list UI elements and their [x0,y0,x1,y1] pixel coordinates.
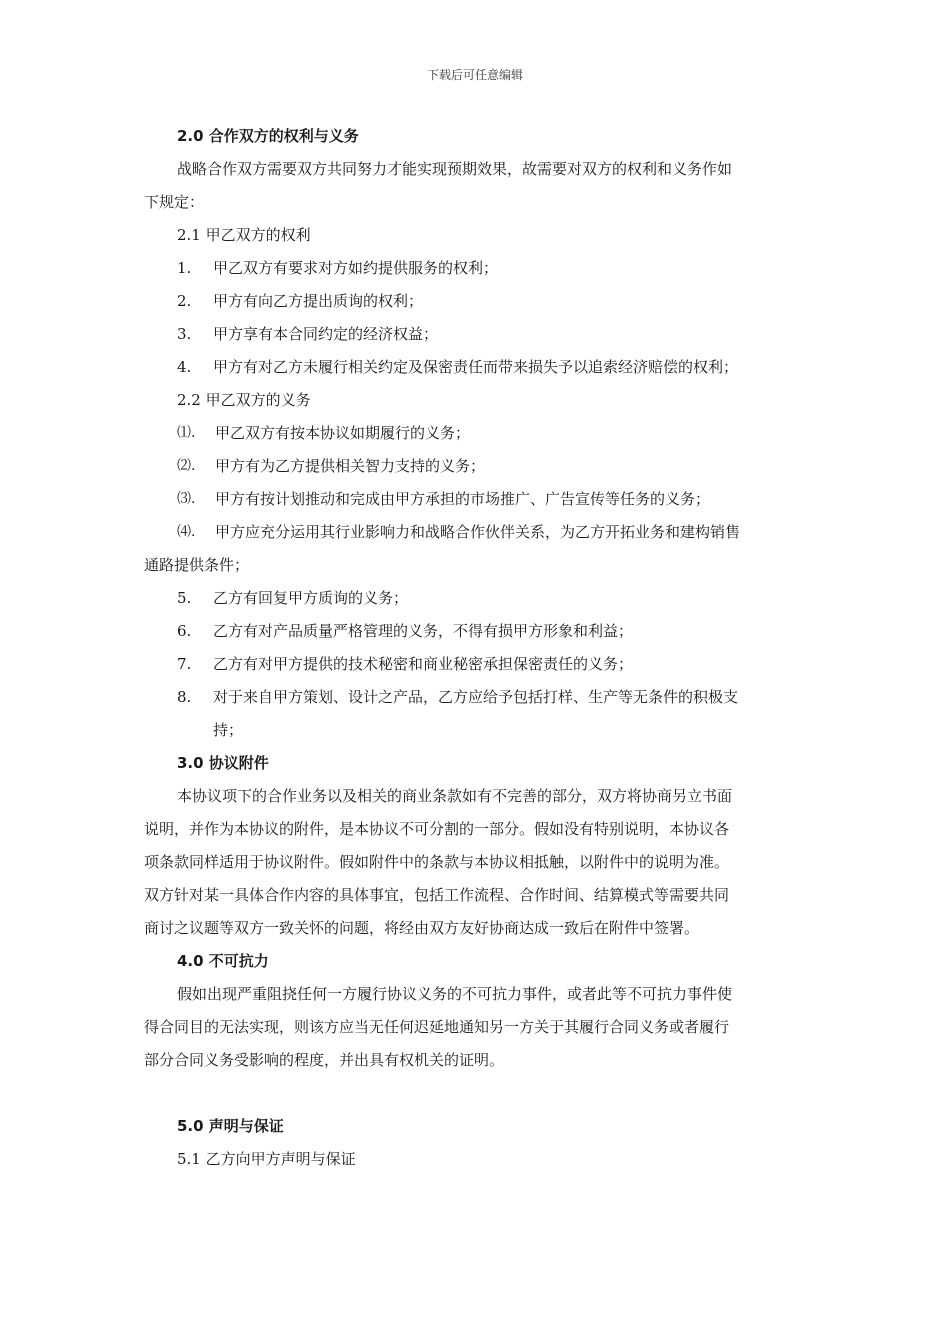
rights-subtitle: 2.1 甲乙双方的权利 [177,226,311,244]
item-number: ⑵. [177,458,196,474]
item-text: 对于来自甲方策划、设计之产品，乙方应给予包括打样、生产等无条件的积极支 [213,688,739,706]
section-4-line: 假如出现严重阻挠任何一方履行协议义务的不可抗力事件，或者此等不可抗力事件使 [177,985,733,1003]
item-number: 8. [177,688,192,706]
item-number: ⑴. [177,425,196,441]
item-text: 甲方有按计划推动和完成由甲方承担的市场推广、广告宣传等任务的义务； [215,490,711,508]
item-text: 甲乙双方有按本协议如期履行的义务； [215,424,471,442]
item-number: ⑶. [177,491,196,507]
duties-item [144,648,804,681]
document-body [144,120,804,1176]
item-number: 5. [177,589,192,607]
item-text: 乙方有对产品质量严格管理的义务，不得有损甲方形象和利益； [213,622,634,640]
duties-item [144,681,804,714]
section-spacer [144,1077,804,1110]
item-text: 乙方有对甲方提供的技术秘密和商业秘密承担保密责任的义务； [213,655,634,673]
item-number: 3. [177,325,192,343]
item-number: 4. [177,358,192,376]
duties-subtitle: 2.2 甲乙双方的义务 [177,391,311,409]
section-3-line: 商讨之议题等双方一致关怀的问题，将经由双方友好协商达成一致后在附件中签署。 [144,919,700,937]
duties-item-continuation: 持； [213,721,244,739]
section-4-line: 部分合同义务受影响的程度，并出具有权机关的证明。 [144,1051,505,1069]
rights-item [144,285,804,318]
duties-item [144,450,804,483]
section-2-intro-line-1: 战略合作双方需要双方共同努力才能实现预期效果，故需要对双方的权利和义务作如 [177,160,733,178]
item-number: 6. [177,622,192,640]
rights-item [144,252,804,285]
duties-item [144,483,804,516]
item-number: 2. [177,292,192,310]
section-3-line: 双方针对某一具体合作内容的具体事宜，包括工作流程、合作时间、结算模式等需要共同 [144,886,730,904]
section-3-line: 说明，并作为本协议的附件，是本协议不可分割的一部分。假如没有特别说明，本协议各 [144,820,730,838]
section-3-line: 项条款同样适用于协议附件。假如附件中的条款与本协议相抵触，以附件中的说明为准。 [144,853,730,871]
duties-item [144,516,804,549]
section-4-line: 得合同目的无法实现，则该方应当无任何迟延地通知另一方关于其履行合同义务或者履行 [144,1018,730,1036]
item-text: 乙方有回复甲方质询的义务； [213,589,409,607]
item-text: 甲方应充分运用其行业影响力和战略合作伙伴关系，为乙方开拓业务和建构销售 [215,523,741,541]
page-header: 下载后可任意编辑 [426,68,523,82]
duties-item [144,615,804,648]
rights-item [144,351,804,384]
item-text: 甲乙双方有要求对方如约提供服务的权利； [213,259,499,277]
section-5-subtitle: 5.1 乙方向甲方声明与保证 [177,1150,356,1168]
item-text: 甲方享有本合同约定的经济权益； [213,325,439,343]
item-number: 7. [177,655,192,673]
section-5-title: 5.0 声明与保证 [177,1117,284,1135]
section-2-intro-line-2: 下规定： [144,193,205,211]
item-number: ⑷. [177,524,196,540]
item-text: 甲方有向乙方提出质询的权利； [213,292,424,310]
section-3-line: 本协议项下的合作业务以及相关的商业条款如有不完善的部分，双方将协商另立书面 [177,787,733,805]
item-text: 甲方有为乙方提供相关智力支持的义务； [215,457,486,475]
section-2-title: 2.0 合作双方的权利与义务 [177,127,359,145]
item-number: 1. [177,259,192,277]
item-text: 甲方有对乙方未履行相关约定及保密责任而带来损失予以追索经济赔偿的权利； [213,358,739,376]
duties-item [144,417,804,450]
rights-item [144,318,804,351]
section-4-title: 4.0 不可抗力 [177,952,269,970]
duties-item-continuation: 通路提供条件； [144,556,250,574]
section-3-title: 3.0 协议附件 [177,754,269,772]
duties-item [144,582,804,615]
